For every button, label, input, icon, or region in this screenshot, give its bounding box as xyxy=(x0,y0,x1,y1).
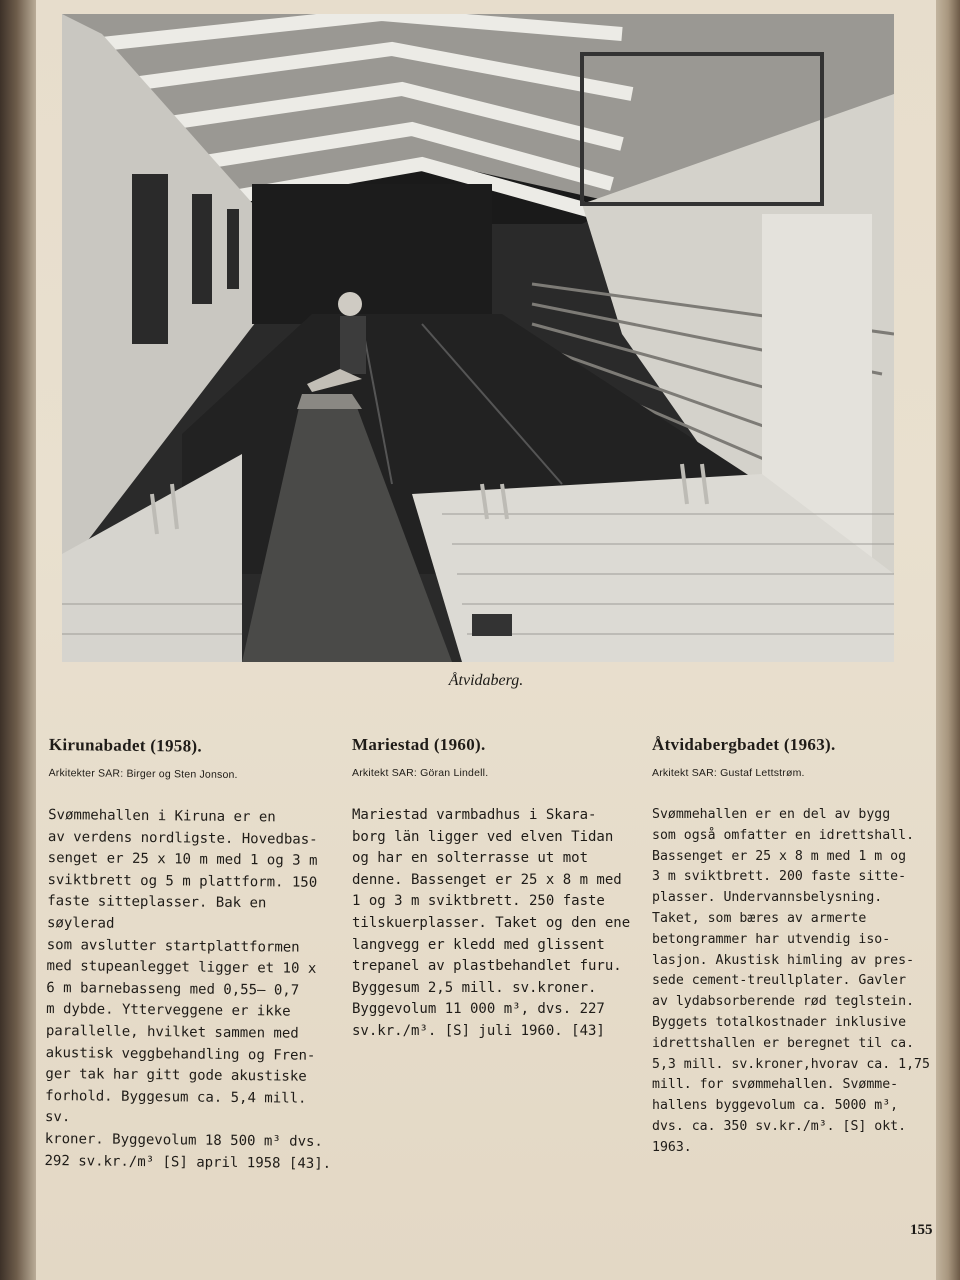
article-mariestad xyxy=(352,735,637,1043)
article-architect: Arkitekter SAR: Birger og Sten Jonson. xyxy=(48,766,238,781)
article-title: Mariestad (1960). xyxy=(352,735,486,754)
article-body: Mariestad varmbadhus i Skara- borg län ligger ved elven Tidan og har en solterrasse ut mot denne. Bassenget er 25 x 8 m med 1 og 3 m sviktbrett. 250 faste tilskuerplasser. Taket og den ene langvegg er kledd med glissent trepanel av plastbehandlet furu. Byggesum 2,5 mill. sv.kroner. Byggevolum 11 000 m³, dvs. 227 sv.kr./m³. [S] juli 1960. [43] xyxy=(352,807,631,1039)
book-page xyxy=(36,0,936,1280)
pool-photograph xyxy=(62,14,894,662)
article-architect: Arkitekt SAR: Göran Lindell. xyxy=(352,767,489,779)
photo-caption: Åtvidaberg. xyxy=(448,672,524,689)
page-number: 155 xyxy=(910,1222,933,1238)
article-title: Kirunabadet (1958). xyxy=(48,735,203,756)
article-title: Åtvidabergbadet (1963). xyxy=(652,735,836,754)
article-architect: Arkitekt SAR: Gustaf Lettstrøm. xyxy=(652,767,805,779)
article-atvidabergbadet xyxy=(652,735,937,1159)
article-kirunabadet xyxy=(44,735,339,1175)
article-body: Svømmehallen i Kiruna er en av verdens nordligste. Hovedbas- senget er 25 x 10 m med 1 og 3 m sviktbrett og 5 m plattform. 150 faste sitteplasser. Bak en søylerad som avslutter startplattformen med stupeanlegget ligger et 10 x 6 m barnebasseng med 0,55— 0,7 m dybde. Ytterveggene er ikke parallelle, hvilket sammen med akustisk veggbehandling og Fren- ger tak har gitt gode akustiske forhold. Byggesum ca. 5,4 mill. sv. kroner. Byggevolum 18 500 m³ dvs. 292 sv.kr./m³ [S] april 1958 [43]. xyxy=(44,806,332,1172)
article-body: Svømmehallen er en del av bygg som også omfatter en idrettshall. Bassenget er 25 x 8 m med 1 m og 3 m sviktbrett. 200 faste sitte- plasser. Undervannsbelysning. Taket, som bæres av armerte betongrammer har utvendig iso- lasjon. Akustisk himling av pres- sede cement-treullplater. Gavler av lydabsorberende rød teglstein. Byggets totalkostnader inklusive idrettshallen er beregnet til ca. 5,3 mill. sv.kroner,hvorav ca. 1,75 mill. for svømmehallen. Svømme- hallens byggevolum ca. 5000 m³, dvs. ca. 350 sv.kr./m³. [S] okt. 1963. xyxy=(652,807,930,1155)
